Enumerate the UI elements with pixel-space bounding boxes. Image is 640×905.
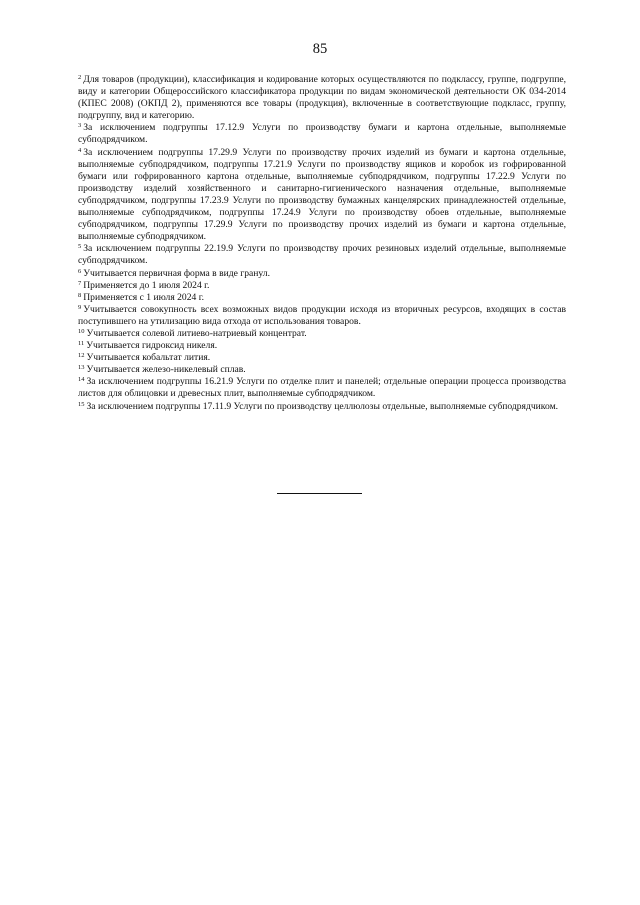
footnote-text: Применяется с 1 июля 2024 г. <box>83 291 204 303</box>
footnote-11 <box>78 340 566 352</box>
footnote-mark: 14 <box>78 376 85 384</box>
footnote-text: За исключением подгруппы 17.12.9 Услуги по производству бумаги и картона отдельные, выполняемые субподрядчиком. <box>78 122 566 146</box>
footnote-text: Учитывается железо-никелевый сплав. <box>86 364 246 376</box>
footnote-4 <box>78 147 566 244</box>
page-number: 85 <box>312 41 328 57</box>
footnote-mark: 13 <box>78 364 85 372</box>
footnote-text: Учитывается кобальтат лития. <box>86 352 211 364</box>
footnote-mark: 9 <box>78 303 82 311</box>
footnote-mark: 4 <box>78 146 82 154</box>
footnote-text: За исключением подгруппы 22.19.9 Услуги по производству прочих резиновых изделий отдельные, выполняемые субподрядчиком. <box>78 243 566 267</box>
footnote-mark: 3 <box>78 122 82 130</box>
footnote-text: Учитывается первичная форма в виде гранул. <box>83 267 270 279</box>
footnote-mark: 10 <box>78 327 85 335</box>
footnote-7 <box>78 280 566 292</box>
footnote-5 <box>78 243 566 267</box>
footnote-9 <box>78 304 566 328</box>
end-of-document-rule <box>277 493 362 494</box>
footnote-text: Для товаров (продукции), классификация и кодирование которых осуществляются по подклассу, группе, подгруппе, виду и категории Общероссийского классификатора продукции по видам экономической деятельности ОК 034-2014 (КПЕС 2008) (ОКПД 2), применяются все товары (продукция), включенные в соответствующие подкласс, группу, подгруппу, вид и категорию. <box>78 74 566 122</box>
footnote-mark: 11 <box>78 340 85 348</box>
footnote-text: За исключением подгруппы 17.29.9 Услуги по производству прочих изделий из бумаги и картона отдельные, выполняемые субподрядчиком, подгруппы 17.21.9 Услуги по производству ящиков и коробок из гофрированной бумаги или гофрированного картона отдельные, выполняемые субподрядчиком, подгруппы 17.22.9 Услуги по производству изделий хозяйственного и санитарно-гигиенического назначения отдельные, выполняемые субподрядчиком, подгруппы 17.23.9 Услуги по производству бумажных канцелярских принадлежностей отдельные, выполняемые субподрядчиком, подгруппы 17.24.9 Услуги по производству обоев отдельные, выполняемые субподрядчиком, подгруппы 17.29.9 Услуги по производству прочих изделий из бумаги и картона отдельные, выполняемые субподрядчиком. <box>78 146 566 243</box>
footnote-text: Учитывается солевой литиево-натриевый концентрат. <box>86 327 307 339</box>
footnote-text: Учитывается совокупность всех возможных видов продукции исходя из вторичных ресурсов, входящих в состав поступившего на утилизацию вида отхода от использования товаров. <box>78 303 566 327</box>
footnote-mark: 2 <box>78 74 82 81</box>
footnote-14 <box>78 376 566 400</box>
footnote-12 <box>78 352 566 364</box>
footnote-2 <box>78 74 566 122</box>
footnote-10 <box>78 328 566 340</box>
footnote-mark: 6 <box>78 267 82 275</box>
footnote-text: Учитывается гидроксид никеля. <box>86 340 218 352</box>
footnote-8 <box>78 292 566 304</box>
footnote-mark: 12 <box>78 352 85 360</box>
footnotes-block <box>78 74 566 413</box>
footnote-text: За исключением подгруппы 17.11.9 Услуги по производству целлюлозы отдельные, выполняемые субподрядчиком. <box>86 400 559 412</box>
footnote-mark: 15 <box>78 400 85 408</box>
footnote-mark: 8 <box>78 291 82 299</box>
footnote-6 <box>78 268 566 280</box>
footnote-text: За исключением подгруппы 16.21.9 Услуги по отделке плит и панелей; отдельные операции процесса производства листов для облицовки и древесных плит, выполняемые субподрядчиком. <box>78 376 566 400</box>
footnote-13 <box>78 364 566 376</box>
footnote-mark: 5 <box>78 243 82 251</box>
footnote-mark: 7 <box>78 279 82 287</box>
footnote-15 <box>78 401 566 413</box>
footnote-3 <box>78 122 566 146</box>
footnote-text: Применяется до 1 июля 2024 г. <box>83 279 210 291</box>
